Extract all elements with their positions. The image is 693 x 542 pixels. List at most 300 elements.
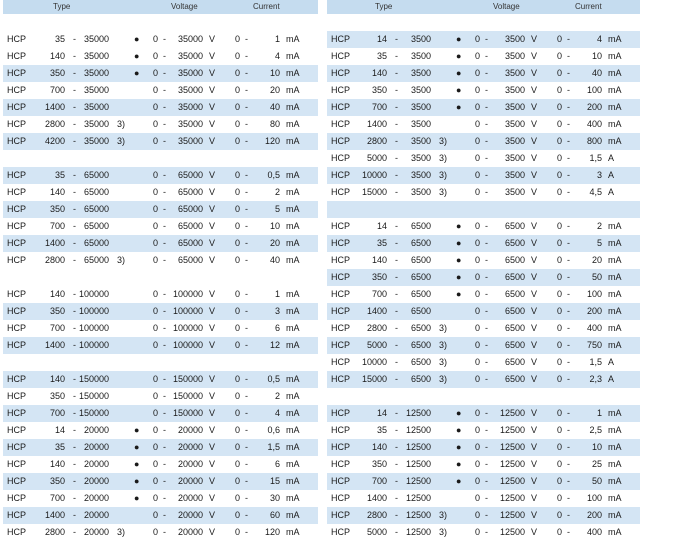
type-prefix: HCP bbox=[7, 221, 27, 231]
range-dash: - bbox=[567, 374, 570, 384]
table-row bbox=[327, 422, 640, 439]
voltage-unit: V bbox=[531, 374, 538, 384]
current-zero: 0 bbox=[557, 476, 563, 486]
voltage-unit: V bbox=[209, 408, 216, 418]
current-max: 1,5 bbox=[589, 357, 602, 367]
voltage-max: 150000 bbox=[172, 408, 203, 418]
voltage-zero: 0 bbox=[153, 119, 159, 129]
table-row bbox=[327, 65, 640, 82]
table-row bbox=[327, 133, 640, 150]
range-dash: - bbox=[73, 289, 76, 299]
header-type: Type bbox=[53, 2, 71, 11]
type-min: 350 bbox=[49, 391, 65, 401]
range-dash: - bbox=[485, 306, 488, 316]
current-zero: 0 bbox=[557, 425, 563, 435]
voltage-max: 6500 bbox=[504, 238, 525, 248]
voltage-zero: 0 bbox=[475, 357, 481, 367]
range-dash: - bbox=[567, 119, 570, 129]
type-max: 12500 bbox=[405, 476, 431, 486]
range-dash: - bbox=[245, 204, 248, 214]
current-unit: mA bbox=[286, 493, 300, 503]
voltage-max: 12500 bbox=[499, 527, 525, 537]
current-zero: 0 bbox=[557, 51, 563, 61]
range-dash: - bbox=[73, 51, 76, 61]
bullet-icon: ● bbox=[456, 51, 462, 61]
voltage-max: 6500 bbox=[504, 221, 525, 231]
current-zero: 0 bbox=[235, 238, 241, 248]
type-prefix: HCP bbox=[7, 459, 27, 469]
voltage-zero: 0 bbox=[153, 306, 159, 316]
voltage-unit: V bbox=[209, 374, 216, 384]
range-dash: - bbox=[163, 374, 166, 384]
range-dash: - bbox=[567, 187, 570, 197]
range-dash: - bbox=[245, 510, 248, 520]
current-unit: mA bbox=[286, 221, 300, 231]
type-min: 140 bbox=[49, 289, 65, 299]
section-gap bbox=[327, 388, 640, 405]
range-dash: - bbox=[395, 68, 398, 78]
type-prefix: HCP bbox=[331, 374, 351, 384]
voltage-unit: V bbox=[209, 51, 216, 61]
current-max: 1,5 bbox=[267, 442, 280, 452]
current-max: 2,5 bbox=[589, 425, 602, 435]
bullet-icon: ● bbox=[456, 476, 462, 486]
type-max: 6500 bbox=[410, 374, 431, 384]
current-zero: 0 bbox=[235, 442, 241, 452]
voltage-max: 65000 bbox=[177, 170, 203, 180]
current-max: 20 bbox=[591, 255, 602, 265]
range-dash: - bbox=[73, 221, 76, 231]
range-dash: - bbox=[395, 85, 398, 95]
type-min: 350 bbox=[49, 306, 65, 316]
voltage-max: 20000 bbox=[177, 527, 203, 537]
table-row bbox=[327, 405, 640, 422]
bullet-icon: ● bbox=[456, 425, 462, 435]
voltage-zero: 0 bbox=[153, 238, 159, 248]
current-zero: 0 bbox=[235, 391, 241, 401]
current-max: 0,5 bbox=[267, 170, 280, 180]
voltage-unit: V bbox=[209, 68, 216, 78]
range-dash: - bbox=[395, 306, 398, 316]
header-current: Current bbox=[575, 2, 602, 11]
voltage-unit: V bbox=[209, 476, 216, 486]
range-dash: - bbox=[163, 510, 166, 520]
voltage-unit: V bbox=[531, 51, 538, 61]
voltage-max: 150000 bbox=[172, 391, 203, 401]
type-min: 2800 bbox=[44, 255, 65, 265]
range-dash: - bbox=[485, 119, 488, 129]
voltage-zero: 0 bbox=[153, 102, 159, 112]
range-dash: - bbox=[485, 153, 488, 163]
voltage-max: 35000 bbox=[177, 85, 203, 95]
current-unit: mA bbox=[608, 34, 622, 44]
range-dash: - bbox=[395, 255, 398, 265]
footnote-ref: 3) bbox=[117, 136, 126, 146]
current-max: 40 bbox=[269, 102, 280, 112]
range-dash: - bbox=[485, 85, 488, 95]
type-prefix: HCP bbox=[331, 85, 351, 95]
type-max: 12500 bbox=[405, 527, 431, 537]
voltage-max: 12500 bbox=[499, 408, 525, 418]
range-dash: - bbox=[395, 340, 398, 350]
table-row bbox=[3, 48, 318, 65]
range-dash: - bbox=[395, 289, 398, 299]
type-prefix: HCP bbox=[7, 408, 27, 418]
current-max: 10 bbox=[269, 221, 280, 231]
range-dash: - bbox=[73, 493, 76, 503]
range-dash: - bbox=[567, 476, 570, 486]
header-type: Type bbox=[375, 2, 393, 11]
range-dash: - bbox=[485, 323, 488, 333]
current-zero: 0 bbox=[235, 459, 241, 469]
range-dash: - bbox=[163, 119, 166, 129]
range-dash: - bbox=[73, 136, 76, 146]
range-dash: - bbox=[395, 425, 398, 435]
type-max: 6500 bbox=[410, 323, 431, 333]
voltage-zero: 0 bbox=[153, 221, 159, 231]
voltage-max: 3500 bbox=[504, 187, 525, 197]
current-unit: mA bbox=[286, 34, 300, 44]
range-dash: - bbox=[395, 527, 398, 537]
range-dash: - bbox=[73, 527, 76, 537]
type-max: 6500 bbox=[410, 340, 431, 350]
voltage-max: 6500 bbox=[504, 289, 525, 299]
type-prefix: HCP bbox=[331, 357, 351, 367]
type-prefix: HCP bbox=[7, 374, 27, 384]
current-unit: mA bbox=[286, 170, 300, 180]
voltage-unit: V bbox=[531, 306, 538, 316]
type-max: 3500 bbox=[410, 34, 431, 44]
type-max: 65000 bbox=[83, 170, 109, 180]
voltage-zero: 0 bbox=[153, 340, 159, 350]
current-max: 3 bbox=[596, 170, 602, 180]
table-row bbox=[327, 184, 640, 201]
range-dash: - bbox=[395, 170, 398, 180]
range-dash: - bbox=[163, 255, 166, 265]
voltage-max: 65000 bbox=[177, 204, 203, 214]
range-dash: - bbox=[73, 425, 76, 435]
current-zero: 0 bbox=[235, 136, 241, 146]
voltage-max: 6500 bbox=[504, 323, 525, 333]
current-max: 6 bbox=[274, 459, 280, 469]
type-prefix: HCP bbox=[7, 34, 27, 44]
type-prefix: HCP bbox=[331, 442, 351, 452]
range-dash: - bbox=[245, 238, 248, 248]
range-dash: - bbox=[395, 34, 398, 44]
range-dash: - bbox=[73, 68, 76, 78]
table-row bbox=[3, 388, 318, 405]
table-row bbox=[3, 337, 318, 354]
current-zero: 0 bbox=[557, 510, 563, 520]
voltage-max: 12500 bbox=[499, 425, 525, 435]
current-zero: 0 bbox=[235, 374, 241, 384]
voltage-max: 3500 bbox=[504, 102, 525, 112]
footnote-ref: 3) bbox=[117, 527, 126, 537]
type-prefix: HCP bbox=[331, 510, 351, 520]
current-unit: mA bbox=[286, 459, 300, 469]
range-dash: - bbox=[73, 187, 76, 197]
current-zero: 0 bbox=[557, 153, 563, 163]
voltage-unit: V bbox=[531, 272, 538, 282]
type-min: 350 bbox=[49, 68, 65, 78]
voltage-unit: V bbox=[209, 238, 216, 248]
range-dash: - bbox=[163, 170, 166, 180]
current-zero: 0 bbox=[557, 85, 563, 95]
table-header bbox=[3, 0, 318, 14]
footnote-ref: 3) bbox=[439, 527, 448, 537]
current-max: 80 bbox=[269, 119, 280, 129]
voltage-max: 65000 bbox=[177, 221, 203, 231]
type-min: 140 bbox=[371, 68, 387, 78]
range-dash: - bbox=[245, 34, 248, 44]
voltage-max: 35000 bbox=[177, 136, 203, 146]
type-prefix: HCP bbox=[331, 306, 351, 316]
voltage-unit: V bbox=[209, 289, 216, 299]
type-min: 140 bbox=[371, 442, 387, 452]
range-dash: - bbox=[485, 187, 488, 197]
voltage-unit: V bbox=[531, 238, 538, 248]
voltage-max: 12500 bbox=[499, 459, 525, 469]
voltage-max: 20000 bbox=[177, 442, 203, 452]
current-max: 5 bbox=[274, 204, 280, 214]
type-max: 12500 bbox=[405, 425, 431, 435]
voltage-max: 3500 bbox=[504, 51, 525, 61]
voltage-max: 35000 bbox=[177, 34, 203, 44]
range-dash: - bbox=[245, 119, 248, 129]
current-zero: 0 bbox=[557, 68, 563, 78]
table-row bbox=[327, 218, 640, 235]
current-zero: 0 bbox=[235, 102, 241, 112]
current-unit: mA bbox=[286, 85, 300, 95]
current-unit: mA bbox=[608, 68, 622, 78]
footnote-ref: 3) bbox=[439, 357, 448, 367]
voltage-zero: 0 bbox=[153, 408, 159, 418]
current-unit: mA bbox=[608, 51, 622, 61]
table-row bbox=[327, 286, 640, 303]
range-dash: - bbox=[567, 357, 570, 367]
range-dash: - bbox=[485, 289, 488, 299]
range-dash: - bbox=[567, 442, 570, 452]
voltage-unit: V bbox=[209, 204, 216, 214]
current-unit: mA bbox=[608, 527, 622, 537]
type-prefix: HCP bbox=[7, 476, 27, 486]
table-row bbox=[327, 524, 640, 541]
type-min: 35 bbox=[376, 51, 387, 61]
current-unit: mA bbox=[286, 527, 300, 537]
type-min: 700 bbox=[49, 408, 65, 418]
type-min: 700 bbox=[371, 102, 387, 112]
type-min: 2800 bbox=[44, 527, 65, 537]
range-dash: - bbox=[73, 476, 76, 486]
type-min: 700 bbox=[49, 323, 65, 333]
current-max: 6 bbox=[274, 323, 280, 333]
range-dash: - bbox=[73, 119, 76, 129]
current-zero: 0 bbox=[235, 34, 241, 44]
current-zero: 0 bbox=[235, 425, 241, 435]
current-zero: 0 bbox=[557, 493, 563, 503]
current-unit: mA bbox=[286, 408, 300, 418]
current-max: 3 bbox=[274, 306, 280, 316]
range-dash: - bbox=[567, 272, 570, 282]
voltage-zero: 0 bbox=[153, 187, 159, 197]
voltage-unit: V bbox=[531, 527, 538, 537]
range-dash: - bbox=[567, 153, 570, 163]
type-max: 6500 bbox=[410, 306, 431, 316]
voltage-unit: V bbox=[531, 340, 538, 350]
voltage-zero: 0 bbox=[475, 187, 481, 197]
type-max: 3500 bbox=[410, 187, 431, 197]
type-prefix: HCP bbox=[331, 51, 351, 61]
range-dash: - bbox=[245, 221, 248, 231]
voltage-zero: 0 bbox=[153, 34, 159, 44]
current-zero: 0 bbox=[235, 255, 241, 265]
type-min: 4200 bbox=[44, 136, 65, 146]
voltage-unit: V bbox=[531, 221, 538, 231]
range-dash: - bbox=[163, 204, 166, 214]
current-max: 12 bbox=[269, 340, 280, 350]
current-unit: mA bbox=[286, 255, 300, 265]
type-prefix: HCP bbox=[7, 391, 27, 401]
range-dash: - bbox=[567, 221, 570, 231]
current-unit: mA bbox=[286, 340, 300, 350]
voltage-max: 3500 bbox=[504, 119, 525, 129]
range-dash: - bbox=[245, 425, 248, 435]
current-zero: 0 bbox=[235, 306, 241, 316]
range-dash: - bbox=[245, 187, 248, 197]
section-gap bbox=[327, 201, 640, 218]
voltage-zero: 0 bbox=[475, 323, 481, 333]
range-dash: - bbox=[163, 340, 166, 350]
bullet-icon: ● bbox=[134, 476, 140, 486]
table-row bbox=[3, 405, 318, 422]
type-max: 6500 bbox=[410, 221, 431, 231]
type-prefix: HCP bbox=[7, 493, 27, 503]
current-unit: mA bbox=[608, 85, 622, 95]
current-max: 100 bbox=[586, 289, 602, 299]
voltage-unit: V bbox=[209, 34, 216, 44]
range-dash: - bbox=[485, 425, 488, 435]
current-unit: mA bbox=[608, 425, 622, 435]
current-unit: mA bbox=[608, 119, 622, 129]
range-dash: - bbox=[567, 425, 570, 435]
current-zero: 0 bbox=[557, 102, 563, 112]
range-dash: - bbox=[163, 136, 166, 146]
voltage-zero: 0 bbox=[475, 459, 481, 469]
table-row bbox=[327, 116, 640, 133]
type-max: 6500 bbox=[410, 255, 431, 265]
footnote-ref: 3) bbox=[439, 153, 448, 163]
type-prefix: HCP bbox=[7, 170, 27, 180]
current-max: 1,5 bbox=[589, 153, 602, 163]
range-dash: - bbox=[485, 442, 488, 452]
range-dash: - bbox=[485, 357, 488, 367]
range-dash: - bbox=[163, 51, 166, 61]
type-prefix: HCP bbox=[7, 136, 27, 146]
current-unit: mA bbox=[608, 255, 622, 265]
range-dash: - bbox=[163, 323, 166, 333]
type-max: 100000 bbox=[78, 289, 109, 299]
current-max: 10 bbox=[269, 68, 280, 78]
current-unit: mA bbox=[608, 442, 622, 452]
type-min: 700 bbox=[371, 476, 387, 486]
current-max: 750 bbox=[586, 340, 602, 350]
current-zero: 0 bbox=[557, 221, 563, 231]
footnote-ref: 3) bbox=[439, 340, 448, 350]
range-dash: - bbox=[163, 289, 166, 299]
current-zero: 0 bbox=[235, 476, 241, 486]
bullet-icon: ● bbox=[456, 221, 462, 231]
type-max: 12500 bbox=[405, 493, 431, 503]
range-dash: - bbox=[73, 510, 76, 520]
bullet-icon: ● bbox=[134, 51, 140, 61]
footnote-ref: 3) bbox=[439, 170, 448, 180]
voltage-unit: V bbox=[209, 136, 216, 146]
type-max: 3500 bbox=[410, 85, 431, 95]
current-zero: 0 bbox=[557, 136, 563, 146]
table-row bbox=[327, 31, 640, 48]
range-dash: - bbox=[73, 340, 76, 350]
type-max: 3500 bbox=[410, 119, 431, 129]
type-prefix: HCP bbox=[331, 102, 351, 112]
voltage-zero: 0 bbox=[153, 442, 159, 452]
table-row bbox=[327, 150, 640, 167]
type-min: 10000 bbox=[361, 170, 387, 180]
type-prefix: HCP bbox=[331, 493, 351, 503]
current-zero: 0 bbox=[235, 510, 241, 520]
table-row bbox=[3, 303, 318, 320]
current-unit: mA bbox=[608, 102, 622, 112]
voltage-zero: 0 bbox=[153, 255, 159, 265]
voltage-unit: V bbox=[209, 255, 216, 265]
range-dash: - bbox=[245, 340, 248, 350]
type-min: 700 bbox=[49, 493, 65, 503]
voltage-zero: 0 bbox=[475, 51, 481, 61]
voltage-zero: 0 bbox=[475, 306, 481, 316]
bullet-icon: ● bbox=[456, 459, 462, 469]
voltage-max: 35000 bbox=[177, 102, 203, 112]
range-dash: - bbox=[485, 510, 488, 520]
type-min: 35 bbox=[54, 170, 65, 180]
voltage-max: 6500 bbox=[504, 340, 525, 350]
range-dash: - bbox=[485, 102, 488, 112]
footnote-ref: 3) bbox=[439, 323, 448, 333]
bullet-icon: ● bbox=[456, 289, 462, 299]
type-min: 5000 bbox=[366, 527, 387, 537]
voltage-max: 20000 bbox=[177, 476, 203, 486]
type-min: 700 bbox=[49, 221, 65, 231]
voltage-unit: V bbox=[209, 527, 216, 537]
voltage-zero: 0 bbox=[475, 255, 481, 265]
table-row bbox=[327, 473, 640, 490]
current-max: 1 bbox=[596, 408, 602, 418]
range-dash: - bbox=[567, 238, 570, 248]
range-dash: - bbox=[567, 34, 570, 44]
range-dash: - bbox=[395, 408, 398, 418]
voltage-unit: V bbox=[209, 85, 216, 95]
type-prefix: HCP bbox=[7, 119, 27, 129]
type-max: 12500 bbox=[405, 459, 431, 469]
type-min: 350 bbox=[49, 204, 65, 214]
range-dash: - bbox=[567, 459, 570, 469]
bullet-icon: ● bbox=[456, 408, 462, 418]
range-dash: - bbox=[567, 306, 570, 316]
type-max: 100000 bbox=[78, 323, 109, 333]
voltage-zero: 0 bbox=[475, 340, 481, 350]
current-zero: 0 bbox=[557, 272, 563, 282]
range-dash: - bbox=[567, 289, 570, 299]
type-min: 1400 bbox=[44, 340, 65, 350]
current-zero: 0 bbox=[235, 85, 241, 95]
